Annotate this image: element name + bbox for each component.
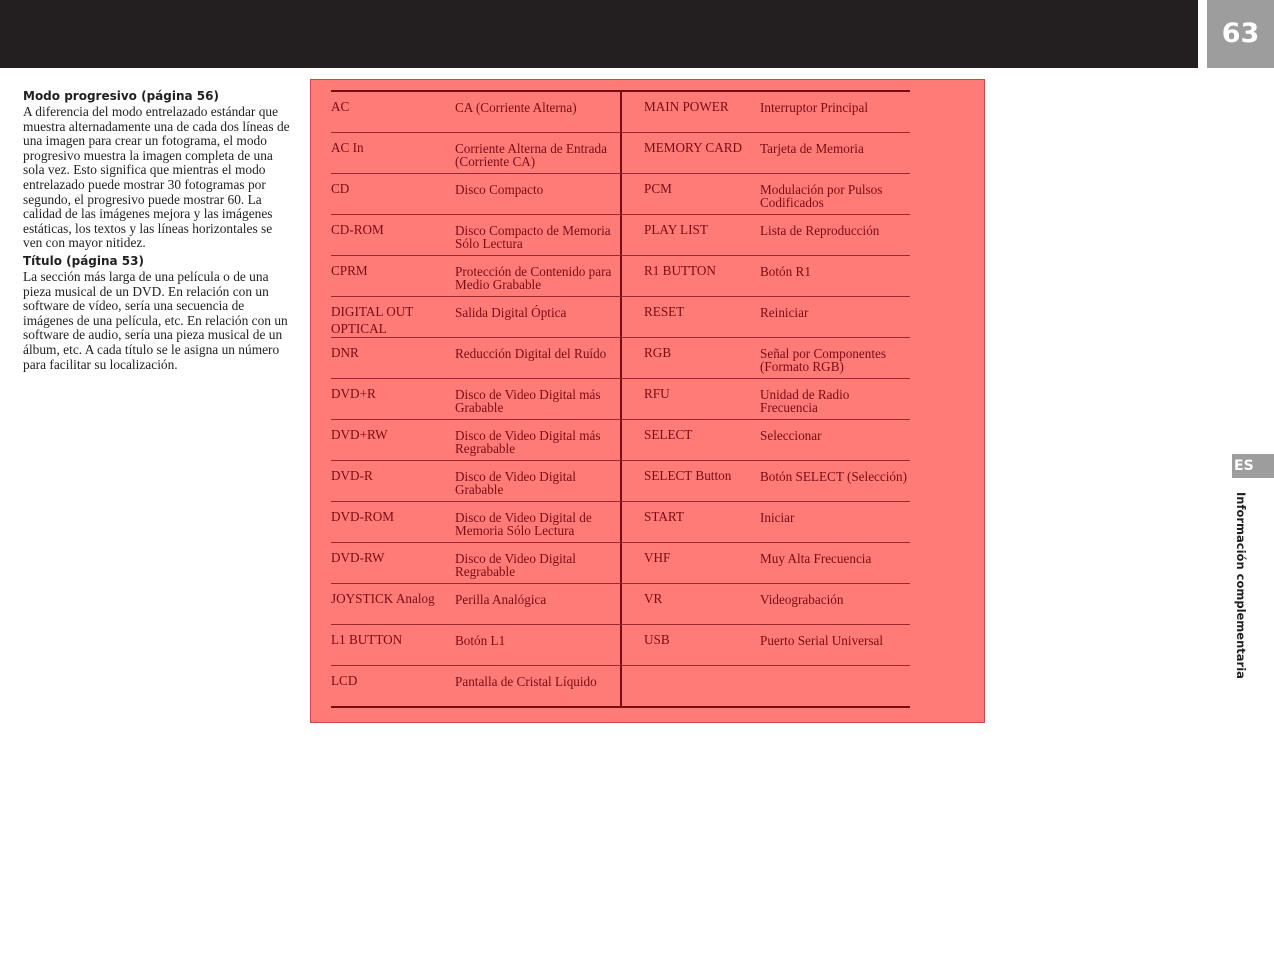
term-right: VR	[644, 591, 663, 606]
glossary-row	[331, 583, 910, 624]
definition-right: Lista de Reproducción	[760, 223, 880, 238]
definition-right: Seleccionar	[760, 428, 822, 443]
term-right: START	[644, 509, 684, 524]
term-right: RFU	[644, 386, 670, 401]
glossary-text-column	[23, 88, 291, 374]
term-right: SELECT Button	[644, 468, 732, 483]
term-left: JOYSTICK Analog	[331, 591, 435, 606]
definition-right: Botón R1	[760, 264, 811, 279]
definition-left: Pantalla de Cristal Líquido	[455, 666, 622, 706]
definition-right: Reiniciar	[760, 305, 809, 320]
term-left: DVD+RW	[331, 427, 388, 442]
term-right: MAIN POWER	[644, 99, 729, 114]
definition-right: Botón SELECT (Selección)	[760, 469, 907, 484]
glossary-row	[331, 214, 910, 255]
language-tab: ES	[1232, 454, 1274, 478]
glossary-table	[331, 90, 910, 708]
definition-left: Disco Compacto	[455, 174, 622, 214]
glossary-row	[331, 542, 910, 583]
definition-left: Disco de Video Digital Regrabable	[455, 543, 622, 583]
definition-right: Tarjeta de Memoria	[760, 141, 864, 156]
page-number: 63	[1207, 0, 1274, 68]
glossary-row	[331, 132, 910, 173]
definition-left: CA (Corriente Alterna)	[455, 92, 622, 132]
glossary-row	[331, 665, 910, 706]
definition-right: Muy Alta Frecuencia	[760, 551, 872, 566]
entry-heading-title: Título (página 53)	[23, 253, 144, 268]
term-left: AC	[331, 99, 350, 114]
definition-left: Salida Digital Óptica	[455, 297, 622, 337]
definition-left: Disco de Video Digital más Regrabable	[455, 420, 622, 460]
term-right: RESET	[644, 304, 685, 319]
term-left: DVD-R	[331, 468, 373, 483]
definition-left: Disco de Video Digital más Grabable	[455, 379, 622, 419]
definition-left: Protección de Contenido para Medio Grabable	[455, 256, 622, 296]
term-left: DVD-ROM	[331, 509, 395, 524]
term-right: MEMORY CARD	[644, 140, 743, 155]
glossary-row	[331, 624, 910, 665]
definition-right: Modulación por Pulsos Codificados	[760, 182, 883, 210]
glossary-row	[331, 501, 910, 542]
glossary-row	[331, 296, 910, 337]
term-left: CPRM	[331, 263, 368, 278]
term-left: L1 BUTTON	[331, 632, 403, 647]
glossary-row	[331, 337, 910, 378]
term-left: AC In	[331, 140, 364, 155]
term-right: VHF	[644, 550, 671, 565]
term-right: RGB	[644, 345, 672, 360]
definition-right: Unidad de Radio Frecuencia	[760, 387, 850, 415]
entry-heading-progressive: Modo progresivo (página 56)	[23, 89, 219, 103]
glossary-row	[331, 92, 910, 132]
term-right	[622, 666, 760, 706]
definition-left: Disco de Video Digital de Memoria Sólo Lectura	[455, 502, 622, 542]
definition-left: Botón L1	[455, 625, 622, 665]
glossary-row	[331, 173, 910, 214]
term-right: R1 BUTTON	[644, 263, 716, 278]
term-left: DNR	[331, 345, 359, 360]
definition-left: Perilla Analógica	[455, 584, 622, 624]
term-left: LCD	[331, 673, 358, 688]
definition-left: Corriente Alterna de Entrada (Corriente CA)	[455, 133, 622, 173]
definition-left: Reducción Digital del Ruído	[455, 338, 622, 378]
definition-left: Disco de Video Digital Grabable	[455, 461, 622, 501]
glossary-row	[331, 460, 910, 501]
glossary-row	[331, 378, 910, 419]
definition-right: Señal por Componentes (Formato RGB)	[760, 346, 886, 374]
glossary-row	[331, 255, 910, 296]
header-bar	[0, 0, 1198, 68]
definition-right: Puerto Serial Universal	[760, 633, 884, 648]
definition-right: Iniciar	[760, 510, 795, 525]
entry-body-title: La sección más larga de una película o de una pieza musical de un DVD. En relación con un software de vídeo, sería una secuencia de imágenes de una película, etc. En relación con un software de audio, sería una pieza musical de un álbum, etc. A cada título se le asigna un número para facilitar su localización.	[23, 268, 288, 372]
term-left: DVD-RW	[331, 550, 385, 565]
term-left: DIGITAL OUT OPTICAL	[331, 304, 414, 336]
definition-right: Videograbación	[760, 592, 844, 607]
term-right: USB	[644, 632, 670, 647]
glossary-panel	[310, 79, 985, 723]
term-right: SELECT	[644, 427, 693, 442]
term-right: PLAY LIST	[644, 222, 708, 237]
term-right: PCM	[644, 181, 672, 196]
glossary-row	[331, 419, 910, 460]
entry-body-progressive: A diferencia del modo entrelazado estándar que muestra alternadamente una de cada dos líneas de una imagen para crear un fotograma, el modo progresivo muestra la imagen completa de una sola vez. Esto significa que mientras el modo entrelazado puede mostrar 30 fotogramas por segundo, el progresivo puede mostrar 60. La calidad de las imágenes mejora y las imágenes estáticas, los textos y las líneas horizontales se ven con mayor nitidez.	[23, 104, 290, 251]
definition-right: Interruptor Principal	[760, 100, 869, 115]
definition-left: Disco Compacto de Memoria Sólo Lectura	[455, 215, 622, 255]
term-left: CD	[331, 181, 350, 196]
term-left: DVD+R	[331, 386, 376, 401]
definition-right	[760, 666, 910, 706]
term-left: CD-ROM	[331, 222, 384, 237]
section-label: Información complementaria	[1234, 492, 1248, 679]
